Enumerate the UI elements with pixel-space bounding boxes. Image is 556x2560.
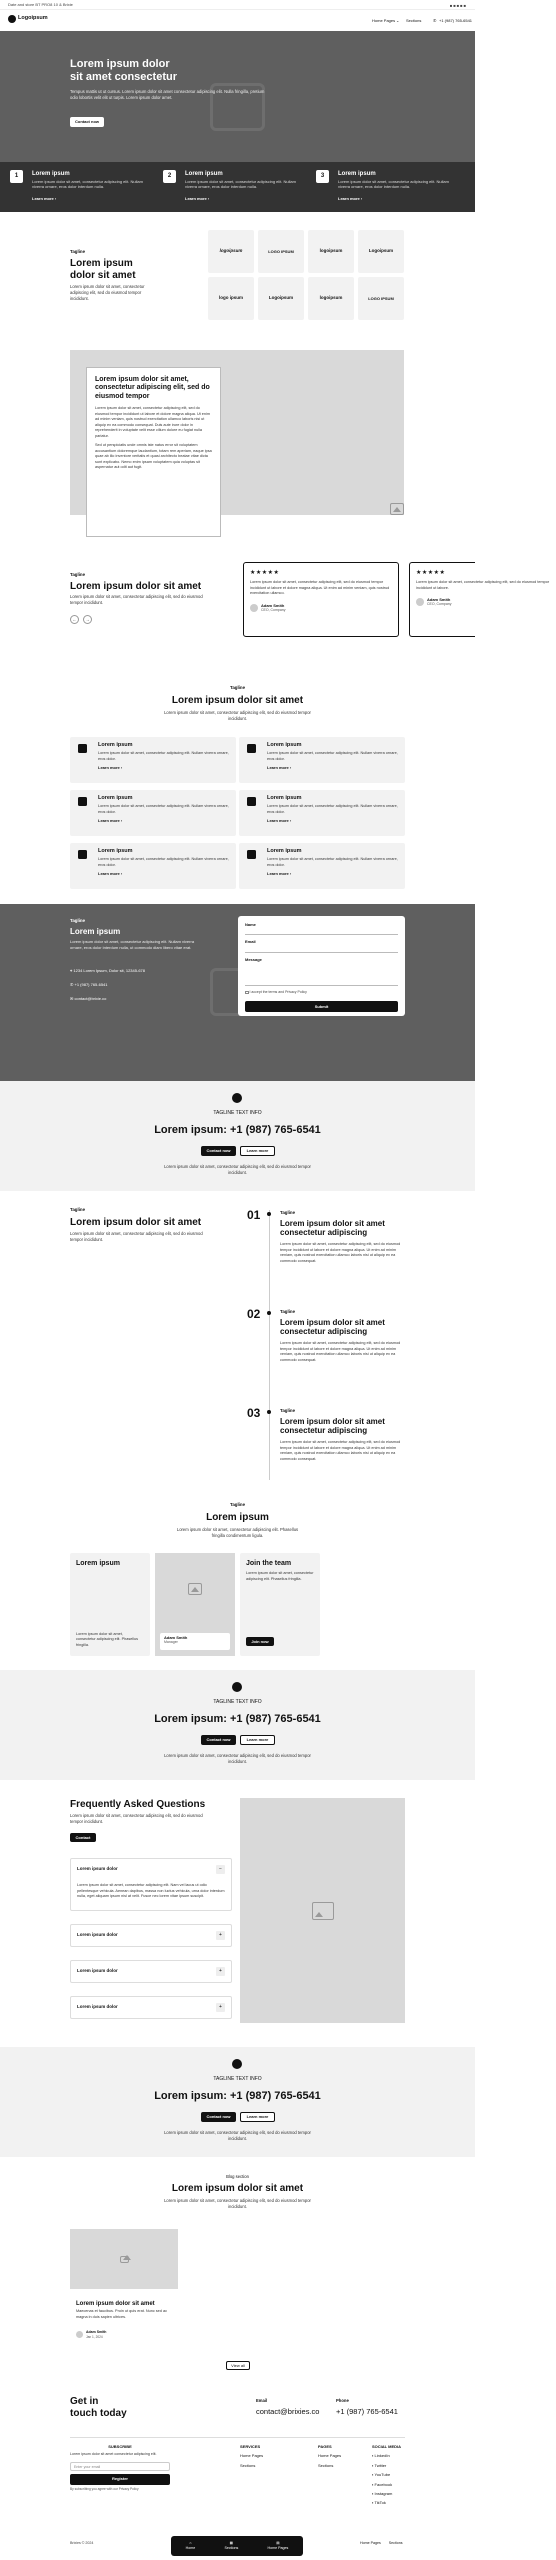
faq-question: Lorem ipsum dolor <box>77 1931 118 1937</box>
social-link-twitter[interactable] <box>372 2463 401 2468</box>
service-icon <box>247 850 256 859</box>
dock-label: Sections <box>224 2546 239 2550</box>
service-link[interactable] <box>98 765 231 770</box>
step-dot <box>267 1410 271 1414</box>
service-title: Lorem ipsum <box>98 848 133 854</box>
contact-address <box>70 968 145 973</box>
cta-logo-icon <box>232 1682 242 1692</box>
avatar <box>416 598 424 606</box>
cta-learn-more-button[interactable]: Learn more <box>240 1735 275 1745</box>
chevron-down-icon: ⌄ <box>396 17 400 23</box>
plus-icon[interactable]: + <box>216 2003 225 2012</box>
faq-item[interactable] <box>70 1960 232 1983</box>
cta-learn-more-button[interactable]: Learn more <box>240 2112 275 2122</box>
author-name: Adam Smith <box>427 597 451 603</box>
logos-section <box>0 212 475 332</box>
feature-link[interactable] <box>185 196 209 201</box>
services-heading: SERVICES <box>240 2444 261 2449</box>
service-icon <box>247 797 256 806</box>
copyright: Brixies © 2024 <box>70 2541 94 2545</box>
feature-link-label: Learn more <box>338 196 360 201</box>
image-placeholder-icon <box>188 1583 202 1595</box>
chevron-right-icon: › <box>120 765 123 771</box>
faq-title: Frequently Asked Questions <box>70 1799 206 1810</box>
member-role: Manager <box>164 1640 178 1645</box>
chevron-right-icon: › <box>360 196 363 201</box>
step-desc: Lorem ipsum dolor sit amet, consectetur adipiscing elit, sed do eiusmod tempor incididunt ut labore et dolore magna aliqua. Ut enim ad minim veniam, quis nostrud exercitation ullamco laboris nisi ut aliquip ex ea commodo consequat. <box>280 1242 401 1263</box>
feature-link-label: Learn more <box>32 196 54 201</box>
subscribe-note: By subscribing you agree with our Privacy Policy <box>70 2486 139 2491</box>
banner-text: Date and store BT PRO8 10 & Brixie <box>8 2 73 7</box>
feature-number-badge: 1 <box>10 170 23 183</box>
cta-title: Lorem ipsum: +1 (987) 765-6541 <box>154 2090 321 2102</box>
hero-title-line1: Lorem ipsum dolor <box>70 58 170 70</box>
logo-tile: logoipsum <box>208 230 254 273</box>
faq-item[interactable] <box>70 1996 232 2019</box>
feature-title: Lorem ipsum <box>185 171 223 177</box>
banner-icons: ■■■■■ <box>449 2 467 8</box>
step-title: Lorem ipsum dolor sit amet consectetur adipiscing <box>280 1219 385 1238</box>
testimonials-title: Lorem ipsum dolor sit amet <box>70 581 202 592</box>
faq-question: Lorem ipsum dolor <box>77 2003 118 2009</box>
email-field[interactable] <box>245 945 398 953</box>
top-banner <box>0 0 475 10</box>
feature-number-badge: 2 <box>163 170 176 183</box>
cta-desc: Lorem ipsum dolor sit amet, consectetur adipiscing elit, sed do eiusmod tempor incididunt. <box>164 1753 311 1765</box>
hero <box>0 31 475 162</box>
contact-desc: Lorem ipsum dolor sit amet, consectetur adipiscing elit. Nullam viverra ornare, eros dolor interdum nulla, ut commodo diam libero vitae erat. <box>70 939 195 950</box>
post-date: Jan 1, 2024 <box>86 2334 103 2339</box>
register-button[interactable]: Register <box>70 2474 170 2485</box>
dock-item-sections[interactable] <box>224 2541 238 2551</box>
feature-title: Lorem ipsum <box>338 171 376 177</box>
step-desc: Lorem ipsum dolor sit amet, consectetur adipiscing elit, sed do eiusmod tempor incididunt ut labore et dolore magna aliqua. Ut enim ad minim veniam, quis nostrud exercitation ullamco laboris nisi ut aliquip ex ea commodo consequat. <box>280 1440 401 1461</box>
service-link-label: Learn more <box>267 818 289 824</box>
home-icon: ⌂ <box>189 2541 192 2546</box>
social-label: LinkedIn <box>374 2453 390 2459</box>
service-icon <box>78 797 87 806</box>
step-tagline: Tagline <box>280 1210 296 1215</box>
linkedin-icon: ▪ <box>372 2453 374 2459</box>
chevron-right-icon: › <box>120 871 123 877</box>
testimonials-desc: Lorem ipsum dolor sit amet, consectetur adipiscing elit, sed do eiusmod tempor incididunt. <box>70 594 203 606</box>
hero-title-line2: sit amet consectetur <box>70 70 177 83</box>
contact-address-text: 1234 Lorem Ipsum, Dolor sit, 12345-678 <box>73 968 145 973</box>
footer-email-label: Email <box>256 2398 268 2403</box>
overlay-card <box>86 367 221 537</box>
faq-desc: Lorem ipsum dolor sit amet, consectetur adipiscing elit, sed do eiusmod tempor incididunt. <box>70 1813 203 1825</box>
service-card <box>70 737 236 783</box>
logo-grid <box>208 230 404 320</box>
service-desc: Lorem ipsum dolor sit amet, consectetur adipiscing elit. Nullam viverra ornare, eros dolor. <box>98 804 229 814</box>
social-link-instagram[interactable] <box>372 2491 401 2496</box>
cta-title: Lorem ipsum: +1 (987) 765-6541 <box>154 1124 321 1136</box>
facebook-icon: ▪ <box>372 2481 374 2487</box>
service-desc: Lorem ipsum dolor sit amet, consectetur adipiscing elit. Nullam viverra ornare, eros dolor. <box>98 751 229 761</box>
faq-question: Lorem ipsum dolor <box>77 1967 118 1973</box>
steps-tagline: Tagline <box>70 1207 86 1212</box>
step-desc: Lorem ipsum dolor sit amet, consectetur adipiscing elit, sed do eiusmod tempor incididunt ut labore et dolore magna aliqua. Ut enim ad minim veniam, quis nostrud exercitation ullamco laboris nisi ut aliquip ex ea commodo consequat. <box>280 1341 401 1362</box>
rating-stars: ★★★★★ <box>416 570 446 576</box>
cta-desc: Lorem ipsum dolor sit amet, consectetur adipiscing elit, sed do eiusmod tempor incididunt. <box>164 1164 311 1176</box>
dock-label: Home Pages <box>267 2546 289 2550</box>
steps-desc: Lorem ipsum dolor sit amet, consectetur adipiscing elit, sed do eiusmod tempor incididunt. <box>70 1231 203 1243</box>
services-title: Lorem ipsum dolor sit amet <box>171 695 304 706</box>
service-icon <box>247 744 256 753</box>
footer-phone-label: Phone <box>336 2398 349 2403</box>
testimonial-quote: Lorem ipsum dolor sit amet, consectetur adipiscing elit, sed do eiusmod tempor incididunt ut labore et dolore magna aliqua. Ut enim ad minim veniam, quis nostrud exercitation ullamco. <box>250 580 390 596</box>
pages-icon: ▤ <box>276 2541 280 2546</box>
blog-post-image[interactable] <box>70 2229 178 2289</box>
services-desc: Lorem ipsum dolor sit amet, consectetur adipiscing elit, sed do eiusmod tempor incididunt. <box>164 710 311 722</box>
footer-divider <box>70 2437 405 2438</box>
footer-link[interactable]: Sections <box>240 2462 256 2468</box>
service-link[interactable] <box>267 871 400 876</box>
contact-phone-text: +1 (987) 765-6541 <box>74 982 108 987</box>
faq-contact-button[interactable]: Contact <box>70 1833 96 1842</box>
author-role: CEO, Company <box>261 607 286 612</box>
overlay-card-title: Lorem ipsum dolor sit amet, consectetur adipiscing elit, sed do eiusmod tempor <box>95 376 210 400</box>
social-label: YouTube <box>374 2472 391 2478</box>
contact-form <box>238 916 405 1016</box>
service-title: Lorem ipsum <box>98 795 133 801</box>
message-label: Message <box>245 956 262 962</box>
arrow-left-icon: ← <box>72 616 77 622</box>
services-grid <box>70 737 405 889</box>
logo[interactable] <box>8 15 48 23</box>
service-link[interactable] <box>98 871 231 876</box>
social-link-linkedin[interactable] <box>372 2453 401 2458</box>
grid-icon: ▦ <box>229 2541 234 2546</box>
footer-bottom-links <box>360 2541 403 2546</box>
join-now-button[interactable]: Join now <box>246 1637 274 1646</box>
contact-phone[interactable] <box>70 982 108 987</box>
feature-link-label: Learn more <box>185 196 207 201</box>
service-card <box>239 843 405 889</box>
service-link-label: Learn more <box>267 765 289 771</box>
cta-desc: Lorem ipsum dolor sit amet, consectetur adipiscing elit, sed do eiusmod tempor incididunt. <box>164 2130 311 2142</box>
dock-item-home-pages[interactable] <box>268 2541 289 2551</box>
social-link-youtube[interactable] <box>372 2472 401 2477</box>
team-desc: Lorem ipsum dolor sit amet, consectetur adipiscing elit. Phasellus fringilla condimentum ligula. <box>176 1527 299 1539</box>
testimonials-tagline: Tagline <box>70 572 86 577</box>
hero-title <box>70 58 177 83</box>
services-tagline: Tagline <box>229 685 246 690</box>
footer-pages <box>318 2444 341 2468</box>
message-field[interactable] <box>245 962 398 986</box>
nav-phone[interactable]: +1 (987) 765-6541 <box>439 18 473 23</box>
cta-learn-more-button[interactable]: Learn more <box>240 1146 275 1156</box>
subscribe-placeholder: Enter your email <box>74 2464 101 2469</box>
testimonial-author <box>416 597 469 607</box>
mail-icon: ✉ <box>70 996 74 1001</box>
blog-post-desc: Maecenas et faucibus. Proin ut quis erat. Nunc sed ac magna in duis sapien ultrices. <box>76 2309 167 2319</box>
logo-text: Logoipsum <box>18 15 48 22</box>
navbar <box>0 10 475 30</box>
plus-icon[interactable]: + <box>216 1931 225 1940</box>
team-card-intro <box>70 1553 150 1656</box>
testimonial-quote: Lorem ipsum dolor sit amet, consectetur adipiscing elit, sed do eiusmod tempor incididunt ut labore. <box>416 580 550 590</box>
subscribe-block <box>70 2444 170 2491</box>
service-title: Lorem ipsum <box>98 742 133 748</box>
testimonial-card <box>409 562 550 637</box>
chevron-right-icon: › <box>289 765 292 771</box>
service-link[interactable] <box>267 765 400 770</box>
avatar <box>76 2331 83 2338</box>
author-name: Adam Smith <box>86 2330 107 2334</box>
minus-icon[interactable]: − <box>216 1865 225 1874</box>
member-name: Adam Smith <box>164 1635 188 1640</box>
nav-link-sections[interactable]: Sections <box>406 18 422 23</box>
contact-tagline: Tagline <box>70 918 86 923</box>
feature-desc: Lorem ipsum dolor sit amet, consectetur adipiscing elit. Nullam viverra ornare, eros dolor interdum nulla. <box>338 179 449 190</box>
service-icon <box>78 850 87 859</box>
footer-title-line1: Get in <box>70 2396 99 2407</box>
phone-icon: ✆ <box>433 17 437 23</box>
faq-image <box>240 1798 405 2023</box>
social-label: Twitter <box>374 2462 387 2468</box>
footer-social <box>372 2444 401 2506</box>
step-dot <box>267 1311 271 1315</box>
logo-tile: logo ipsum <box>208 277 254 320</box>
social-label: Facebook <box>374 2481 393 2487</box>
logos-title-line1: Lorem ipsum <box>70 258 133 269</box>
service-title: Lorem ipsum <box>267 795 302 801</box>
cta-contact-button[interactable]: Contact now <box>201 1735 236 1745</box>
faq-item-open[interactable] <box>70 1858 232 1911</box>
hero-contact-button[interactable]: Contact now <box>70 117 104 127</box>
social-label: Instagram <box>374 2490 393 2496</box>
twitter-icon: ▪ <box>372 2462 374 2468</box>
arrow-right-icon: → <box>85 616 90 622</box>
cta-tagline: TAGLINE TEXT INFO <box>213 2076 262 2082</box>
service-title: Lorem ipsum <box>267 742 302 748</box>
service-title: Lorem ipsum <box>267 848 302 854</box>
map-pin-icon: ⌖ <box>70 968 73 973</box>
rating-stars: ★★★★★ <box>250 570 280 576</box>
feature-link[interactable] <box>32 196 56 201</box>
step-number: 01 <box>247 1208 261 1222</box>
pages-heading: PAGES <box>318 2444 332 2449</box>
faq-question: Lorem ipsum dolor <box>77 1866 118 1872</box>
join-title: Join the team <box>246 1560 292 1567</box>
feature-link[interactable] <box>338 196 362 201</box>
team-card-title: Lorem ipsum <box>76 1560 120 1567</box>
hero-desc: Tempus mattis ut ut cursus. Lorem ipsum dolor sit amet consectetur adipiscing elit. Nulla fringilla, pretium odio lobortis velit elit ut turpis. Lorem ipsum dolor amet. <box>70 89 265 101</box>
service-link[interactable] <box>267 818 400 823</box>
social-link-facebook[interactable] <box>372 2482 401 2487</box>
contact-email[interactable] <box>70 996 106 1001</box>
chevron-right-icon: › <box>120 818 123 824</box>
cta-title: Lorem ipsum: +1 (987) 765-6541 <box>154 1713 321 1725</box>
checkbox[interactable] <box>245 991 249 995</box>
youtube-icon: ▪ <box>372 2472 374 2478</box>
logos-tagline: Tagline <box>70 249 86 254</box>
step-dot <box>267 1212 271 1216</box>
service-card <box>239 790 405 836</box>
contact-title: Lorem ipsum <box>70 927 121 936</box>
nav-link-home-pages[interactable]: Home Pages <box>372 18 396 23</box>
blog-desc: Lorem ipsum dolor sit amet, consectetur adipiscing elit, sed do eiusmod tempor incididunt. <box>164 2198 311 2210</box>
author-name: Adam Smith <box>261 602 285 608</box>
tiktok-icon: ▪ <box>372 2500 374 2506</box>
cta-section-1 <box>0 1081 475 1191</box>
subscribe-title: SUBSCRIBE <box>108 2444 132 2449</box>
service-link-label: Learn more <box>98 818 120 824</box>
cta-section-3 <box>0 2047 475 2157</box>
service-link-label: Learn more <box>267 871 289 877</box>
service-desc: Lorem ipsum dolor sit amet, consectetur adipiscing elit. Nullam viverra ornare, eros dolor. <box>267 804 398 814</box>
service-link-label: Learn more <box>98 871 120 877</box>
step-title: Lorem ipsum dolor sit amet consectetur adipiscing <box>280 1318 385 1337</box>
overlay-card-p2: Sed ut perspiciatis unde omnis iste natus error sit voluptatem accusantium doloremque laudantium, totam rem aperiam, eaque ipsa quae ab illo inventore veritatis et quasi architecto beatae vitae dicta sunt explicabo. Nemo enim ipsam voluptatem quia voluptas sit aspernatur aut odit aut fugit. <box>95 443 212 470</box>
image-placeholder-icon <box>390 503 404 515</box>
step-tagline: Tagline <box>280 1408 296 1413</box>
terms-label: I accept the terms and Privacy Policy <box>249 990 307 995</box>
step-number: 02 <box>247 1307 261 1321</box>
feature-desc: Lorem ipsum dolor sit amet, consectetur adipiscing elit. Nullam viverra ornare, eros dolor interdum nulla. <box>32 179 143 190</box>
footer-email[interactable]: contact@brixies.co <box>256 2407 320 2416</box>
faq-answer: Lorem ipsum dolor sit amet, consectetur adipiscing elit. Nam vel lacus ut odio pellentesque vehicula. Aenean dapibus, massa non luctus vehicula, urna dolor interdum nulla, eget aliquam ipsum nisl at velit. Fusce nec lorem vitae ipsum suscipit. <box>77 1883 225 1898</box>
feature-number-badge: 3 <box>316 170 329 183</box>
cta-logo-icon <box>232 2059 242 2069</box>
phone-icon: ✆ <box>70 982 74 987</box>
team-join-card <box>240 1553 320 1656</box>
footer-services <box>240 2444 263 2468</box>
service-desc: Lorem ipsum dolor sit amet, consectetur adipiscing elit. Nullam viverra ornare, eros dolor. <box>267 751 398 761</box>
step-tagline: Tagline <box>280 1309 296 1314</box>
email-label: Email <box>245 939 256 945</box>
blog-post-author <box>76 2330 106 2339</box>
logo-tile: LOGO IPSUM <box>258 230 304 273</box>
testimonial-prev-button[interactable] <box>70 615 79 624</box>
logo-tile: Logoipsum <box>358 230 404 273</box>
dock-label: Home <box>185 2546 196 2550</box>
blog-title: Lorem ipsum dolor sit amet <box>171 2183 304 2194</box>
footer-link[interactable]: Sections <box>318 2462 334 2468</box>
steps-timeline-line <box>269 1210 270 1480</box>
submit-button[interactable]: Submit <box>245 1001 398 1012</box>
footer-bottom-link[interactable]: Home Pages <box>360 2541 381 2545</box>
chevron-right-icon: › <box>289 818 292 824</box>
instagram-icon: ▪ <box>372 2490 374 2496</box>
cta-tagline: TAGLINE TEXT INFO <box>213 1699 262 1705</box>
steps-title: Lorem ipsum dolor sit amet <box>70 1217 202 1228</box>
logos-title <box>70 258 136 281</box>
logo-tile: logoipsum <box>308 230 354 273</box>
name-label: Name <box>245 922 256 927</box>
service-desc: Lorem ipsum dolor sit amet, consectetur adipiscing elit. Nullam viverra ornare, eros dolor. <box>267 857 398 867</box>
team-title: Lorem ipsum <box>206 1512 269 1523</box>
chevron-right-icon: › <box>289 871 292 877</box>
footer-link[interactable]: Home Pages <box>240 2453 264 2459</box>
service-desc: Lorem ipsum dolor sit amet, consectetur adipiscing elit. Nullam viverra ornare, eros dolor. <box>98 857 229 867</box>
view-all-button[interactable]: View all <box>226 2361 250 2370</box>
testimonial-author <box>250 603 392 613</box>
blog-tagline: Blog section <box>226 2174 249 2179</box>
footer-title <box>70 2396 127 2419</box>
social-heading: SOCIAL MEDIA <box>372 2444 402 2449</box>
cta-contact-button[interactable]: Contact now <box>201 1146 236 1156</box>
chevron-right-icon: › <box>207 196 210 201</box>
join-desc: Lorem ipsum dolor sit amet, consectetur adipiscing elit. Phasellus fringilla. <box>246 1571 314 1581</box>
bottom-dock <box>171 2536 303 2556</box>
testimonial-card <box>243 562 399 637</box>
faq-item[interactable] <box>70 1924 232 1947</box>
plus-icon[interactable]: + <box>216 1967 225 1976</box>
footer-bottom-link[interactable]: Sections <box>388 2541 403 2545</box>
subscribe-desc: Lorem ipsum dolor sit amet consectetur adipiscing elit. <box>70 2452 157 2457</box>
contact-email-text: contact@brixie.co <box>74 996 107 1001</box>
chevron-right-icon: › <box>54 196 57 201</box>
step-title: Lorem ipsum dolor sit amet consectetur adipiscing <box>280 1417 385 1436</box>
author-role: CEO, Company <box>427 602 452 607</box>
overlay-card-p1: Lorem ipsum dolor sit amet, consectetur adipiscing elit, sed do eiusmod tempor incididunt ut labore et dolore magna aliqua. Ut enim ad minim veniam, quis nostrud exercitation ullamco laboris nisi ut aliquip ex ea commodo consequat. Duis aute irure dolor in reprehenderit in voluptate velit esse cillum dolore eu fugiat nulla pariatur. <box>95 406 211 438</box>
social-label: TikTok <box>374 2500 386 2506</box>
footer-title-line2: touch today <box>70 2407 127 2419</box>
image-placeholder-icon <box>312 1902 334 1920</box>
service-card <box>70 790 236 836</box>
avatar <box>250 604 258 612</box>
terms-checkbox-row[interactable] <box>245 990 398 995</box>
image-placeholder-icon <box>120 2256 129 2263</box>
service-card <box>70 843 236 889</box>
cta-logo-icon <box>232 1093 242 1103</box>
social-link-tiktok[interactable] <box>372 2500 401 2505</box>
logo-tile: logoipsum <box>308 277 354 320</box>
service-card <box>239 737 405 783</box>
dock-item-home[interactable] <box>186 2541 196 2551</box>
subscribe-email-input[interactable] <box>70 2462 170 2471</box>
feature-title: Lorem ipsum <box>32 171 70 177</box>
faq-list <box>70 1858 232 2019</box>
service-icon <box>78 744 87 753</box>
logo-tile: LOGO IPSUM <box>358 277 404 320</box>
cta-section-2 <box>0 1670 475 1780</box>
team-tagline: Tagline <box>229 1502 246 1507</box>
team-member-card <box>160 1633 230 1650</box>
name-field[interactable] <box>245 927 398 935</box>
features-strip <box>0 162 475 212</box>
service-link-label: Learn more <box>98 765 120 771</box>
blog-post-title[interactable]: Lorem ipsum dolor sit amet <box>76 2301 155 2307</box>
service-link[interactable] <box>98 818 231 823</box>
cta-tagline: TAGLINE TEXT INFO <box>213 1110 262 1116</box>
testimonial-next-button[interactable] <box>83 615 92 624</box>
contact-section <box>0 904 475 1081</box>
feature-desc: Lorem ipsum dolor sit amet, consectetur adipiscing elit. Nullam viverra ornare, eros dolor interdum nulla. <box>185 179 296 190</box>
logos-title-line2: dolor sit amet <box>70 269 136 281</box>
footer-phone[interactable]: +1 (987) 765-6541 <box>336 2407 398 2416</box>
footer-link[interactable]: Home Pages <box>318 2453 342 2459</box>
cta-contact-button[interactable]: Contact now <box>201 2112 236 2122</box>
logos-desc: Lorem ipsum dolor sit amet, consectetur adipiscing elit, sed do eiusmod tempor incididunt. <box>70 284 145 302</box>
logo-tile: Logoipsum <box>258 277 304 320</box>
logo-icon <box>8 15 16 23</box>
step-number: 03 <box>247 1406 261 1420</box>
team-card-desc: Lorem ipsum dolor sit amet, consectetur adipiscing elit. Phasellus fringilla. <box>76 1631 139 1647</box>
